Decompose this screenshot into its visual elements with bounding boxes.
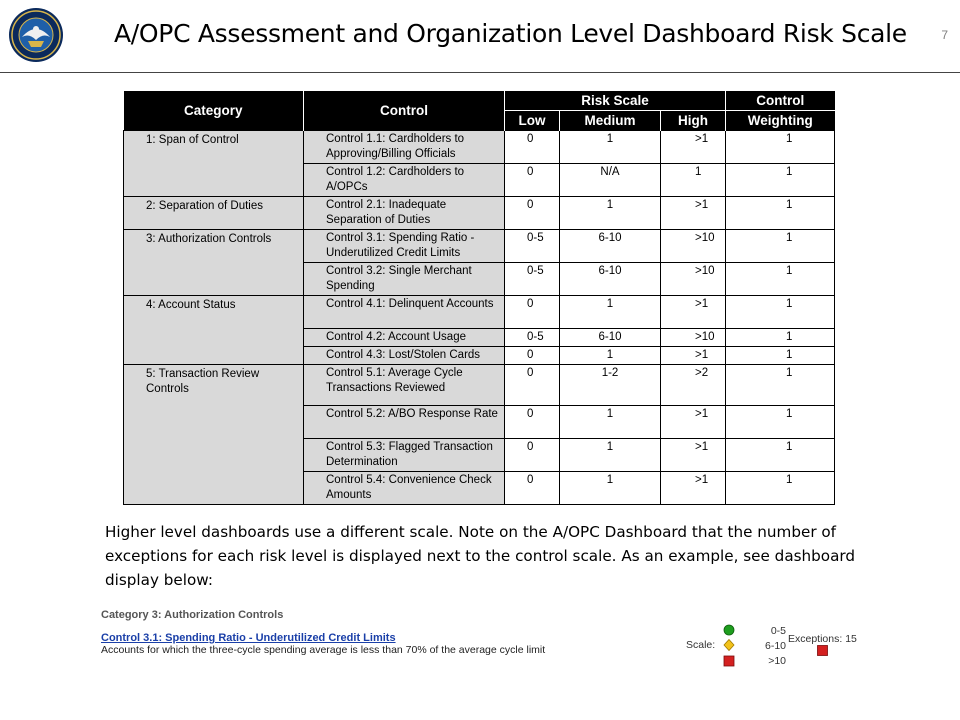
weight-cell: 1 (726, 365, 835, 406)
low-cell: 0-5 (505, 230, 560, 263)
risk-scale-table (123, 91, 835, 505)
green-circle-icon (724, 625, 734, 635)
high-cell: >1 (661, 131, 726, 164)
medium-cell: 6-10 (560, 329, 661, 347)
weight-cell: 1 (726, 296, 835, 329)
high-cell: >1 (661, 472, 726, 505)
low-cell: 0-5 (505, 329, 560, 347)
header-control-weighting-line2: Weighting (726, 111, 835, 131)
header-high: High (661, 111, 726, 131)
category-cell: 5: Transaction Review Controls (124, 365, 304, 505)
weight-cell: 1 (726, 164, 835, 197)
high-cell: >10 (661, 329, 726, 347)
medium-cell: 1 (560, 131, 661, 164)
high-cell: >10 (661, 230, 726, 263)
medium-cell: 1 (560, 347, 661, 365)
control-cell: Control 4.2: Account Usage (304, 329, 505, 347)
control-cell: Control 5.4: Convenience Check Amounts (304, 472, 505, 505)
high-cell: >1 (661, 296, 726, 329)
medium-cell: 1-2 (560, 365, 661, 406)
low-cell: 0 (505, 296, 560, 329)
control-cell: Control 1.2: Cardholders to A/OPCs (304, 164, 505, 197)
dashboard-control-description: Accounts for which the three-cycle spending average is less than 70% of the average cycle limit (101, 644, 546, 656)
medium-cell: 6-10 (560, 230, 661, 263)
high-cell: >1 (661, 439, 726, 472)
header-control-weighting-line1: Control (726, 91, 835, 111)
low-cell: 0 (505, 365, 560, 406)
control-cell: Control 1.1: Cardholders to Approving/Billing Officials (304, 131, 505, 164)
control-cell: Control 3.2: Single Merchant Spending (304, 263, 505, 296)
low-cell: 0 (505, 164, 560, 197)
scale-value-low: 0-5 (770, 625, 786, 637)
header-control: Control (304, 91, 505, 131)
category-cell: 3: Authorization Controls (124, 230, 304, 296)
control-cell: Control 2.1: Inadequate Separation of Duties (304, 197, 505, 230)
control-cell: Control 5.1: Average Cycle Transactions Reviewed (304, 365, 505, 406)
department-seal-logo (8, 7, 64, 63)
scale-values (752, 624, 786, 669)
low-cell: 0-5 (505, 263, 560, 296)
control-cell: Control 3.1: Spending Ratio - Underutilized Credit Limits (304, 230, 505, 263)
category-cell: 1: Span of Control (124, 131, 304, 197)
weight-cell: 1 (726, 347, 835, 365)
header-risk-scale: Risk Scale (505, 91, 726, 111)
medium-cell: 6-10 (560, 263, 661, 296)
weight-cell: 1 (726, 197, 835, 230)
header-category: Category (124, 91, 304, 131)
medium-cell: 1 (560, 472, 661, 505)
medium-cell: 1 (560, 296, 661, 329)
weight-cell: 1 (726, 439, 835, 472)
low-cell: 0 (505, 197, 560, 230)
red-square-icon (724, 656, 734, 666)
header-medium: Medium (560, 111, 661, 131)
category-cell: 2: Separation of Duties (124, 197, 304, 230)
scale-value-medium: 6-10 (764, 640, 786, 652)
weight-cell: 1 (726, 329, 835, 347)
slide-title: A/OPC Assessment and Organization Level Dashboard Risk Scale (114, 19, 907, 48)
control-cell: Control 4.1: Delinquent Accounts (304, 296, 505, 329)
exceptions-label: Exceptions: 15 (788, 633, 857, 645)
high-cell: >1 (661, 347, 726, 365)
high-cell: >1 (661, 197, 726, 230)
dashboard-category-heading: Category 3: Authorization Controls (101, 609, 284, 621)
page-number: 7 (941, 28, 948, 42)
high-cell: >2 (661, 365, 726, 406)
low-cell: 0 (505, 131, 560, 164)
low-cell: 0 (505, 439, 560, 472)
weight-cell: 1 (726, 263, 835, 296)
table-row (124, 131, 835, 164)
medium-cell: 1 (560, 406, 661, 439)
yellow-diamond-icon (724, 640, 734, 651)
control-cell: Control 5.2: A/BO Response Rate (304, 406, 505, 439)
category-cell: 4: Account Status (124, 296, 304, 365)
table-row (124, 365, 835, 406)
high-cell: >10 (661, 263, 726, 296)
weight-cell: 1 (726, 131, 835, 164)
table-row (124, 230, 835, 263)
high-cell: 1 (661, 164, 726, 197)
scale-icons (721, 624, 737, 669)
low-cell: 0 (505, 347, 560, 365)
scale-value-high: >10 (768, 655, 786, 667)
title-divider (0, 72, 960, 73)
table-row (124, 296, 835, 329)
medium-cell: N/A (560, 164, 661, 197)
header-low: Low (505, 111, 560, 131)
dashboard-control-link[interactable]: Control 3.1: Spending Ratio - Underutilized Credit Limits (101, 632, 396, 644)
medium-cell: 1 (560, 439, 661, 472)
control-cell: Control 4.3: Lost/Stolen Cards (304, 347, 505, 365)
low-cell: 0 (505, 472, 560, 505)
explanatory-paragraph: Higher level dashboards use a different scale. Note on the A/OPC Dashboard that the number of exceptions for each risk level is displayed next to the control scale. As an example, see dashboard display below: (105, 523, 856, 589)
weight-cell: 1 (726, 472, 835, 505)
weight-cell: 1 (726, 406, 835, 439)
red-square-icon (817, 645, 828, 656)
control-cell: Control 5.3: Flagged Transaction Determination (304, 439, 505, 472)
scale-label: Scale: (686, 639, 716, 651)
high-cell: >1 (661, 406, 726, 439)
low-cell: 0 (505, 406, 560, 439)
weight-cell: 1 (726, 230, 835, 263)
table-row (124, 197, 835, 230)
medium-cell: 1 (560, 197, 661, 230)
